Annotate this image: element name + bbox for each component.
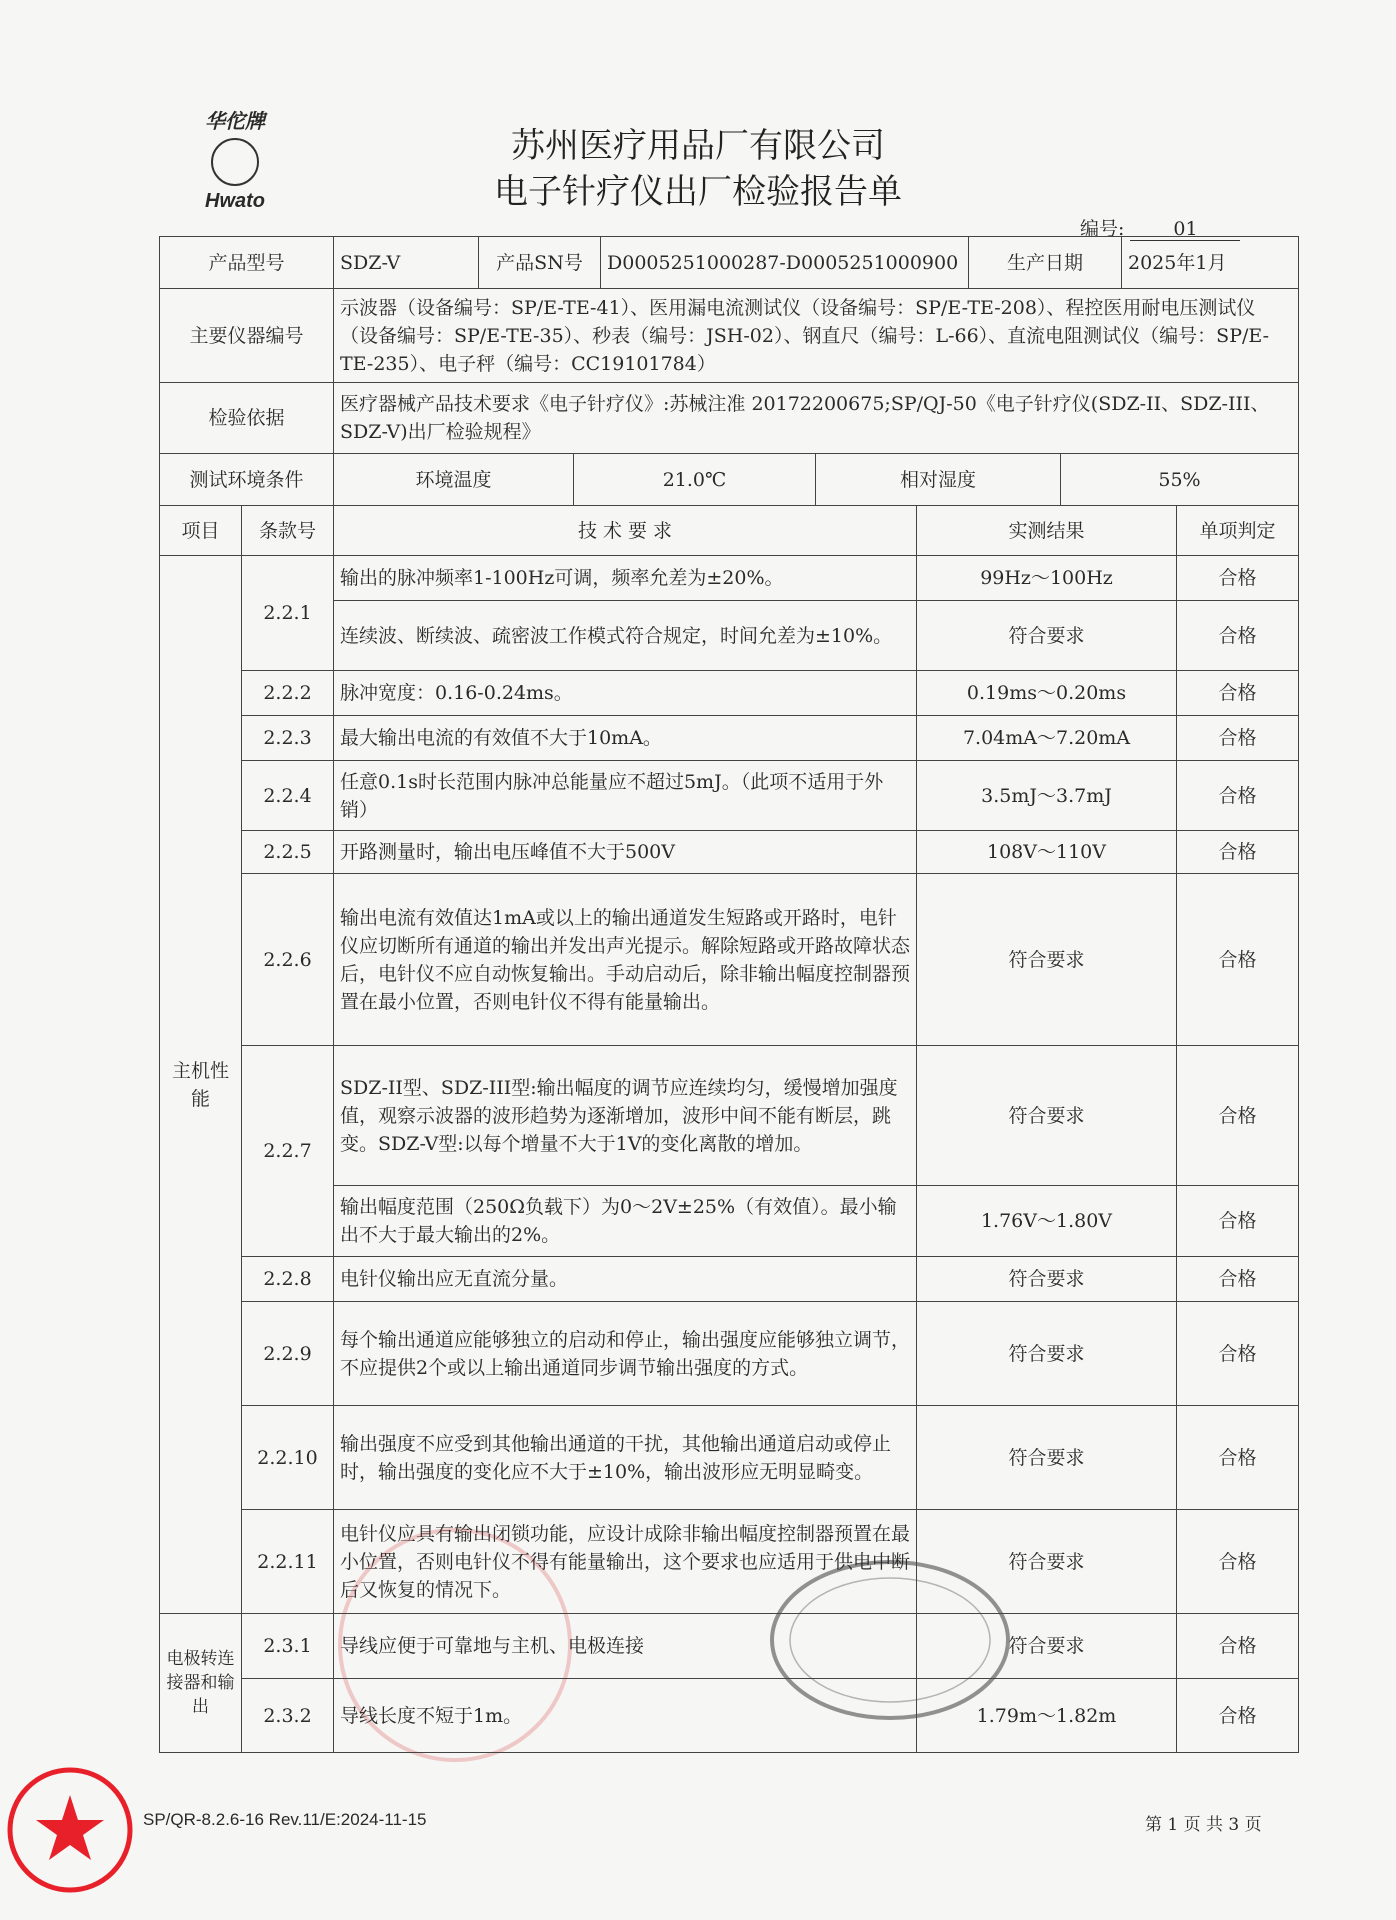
report-title: 电子针疗仪出厂检验报告单: [494, 172, 902, 212]
product-info-table: 产品型号 SDZ-V 产品SN号 D0005251000287-D0005251000900 生产日期 2025年1月 主要仪器编号 示波器（设备编号：SP/E-TE-41）、医用漏电流测试仪（设备编号：SP/E-TE-208）、程控医用耐电压测试仪（设备编号：SP/E-TE-35）、秒表（编号：JSH-02）、钢直尺（编号：L-66）、直流电阻测试仪（编号：SP/E-TE-235）、电子秤（编号：CC19101784） 检验依据 医疗器械产品技术要求《电子针疗仪》:苏械注准 20172200675;SP/QJ-50《电子针疗仪(SDZ-II、SDZ-III、SDZ-V)出厂检验规程》: [159, 236, 1299, 454]
judgement-cell: 合格: [1177, 1257, 1299, 1302]
clause-cell: 2.2.9: [242, 1302, 334, 1406]
result-cell: 3.5mJ～3.7mJ: [917, 761, 1177, 831]
group-lead: 电极转连接器和输出: [160, 1614, 242, 1753]
result-cell: 符合要求: [917, 1614, 1177, 1679]
page-number: 第 1 页 共 3 页: [1145, 1815, 1262, 1835]
result-cell: 1.76V～1.80V: [917, 1186, 1177, 1257]
judgement-cell: 合格: [1177, 716, 1299, 761]
table-row: [160, 831, 1299, 874]
judgement-cell: 合格: [1177, 1614, 1299, 1679]
result-cell: 符合要求: [917, 1510, 1177, 1614]
clause-cell: 2.2.7: [242, 1046, 334, 1257]
company-name: 苏州医疗用品厂有限公司: [511, 126, 885, 166]
judgement-cell: 合格: [1177, 874, 1299, 1046]
table-row: [160, 716, 1299, 761]
requirement-cell: 连续波、断续波、疏密波工作模式符合规定，时间允差为±10%。: [334, 601, 917, 671]
requirement-cell: 输出的脉冲频率1-100Hz可调，频率允差为±20%。: [334, 556, 917, 601]
requirement-cell: 电针仪输出应无直流分量。: [334, 1257, 917, 1302]
judgement-cell: 合格: [1177, 1302, 1299, 1406]
result-cell: 符合要求: [917, 1302, 1177, 1406]
judgement-cell: 合格: [1177, 1510, 1299, 1614]
table-row: [160, 761, 1299, 831]
clause-cell: 2.3.1: [242, 1614, 334, 1679]
logo: 华佗牌 Hwato: [205, 109, 265, 212]
requirement-cell: 脉冲宽度：0.16-0.24ms。: [334, 671, 917, 716]
table-row: [160, 1406, 1299, 1510]
requirement-cell: 输出强度不应受到其他输出通道的干扰，其他输出通道启动或停止时，输出强度的变化应不大于±10%，输出波形应无明显畸变。: [334, 1406, 917, 1510]
requirement-cell: 开路测量时，输出电压峰值不大于500V: [334, 831, 917, 874]
table-row: [160, 874, 1299, 1046]
requirement-cell: 任意0.1s时长范围内脉冲总能量应不超过5mJ。（此项不适用于外销）: [334, 761, 917, 831]
requirement-cell: 输出幅度范围（250Ω负载下）为0～2V±25%（有效值）。最小输出不大于最大输出的2%。: [334, 1186, 917, 1257]
judgement-cell: 合格: [1177, 1679, 1299, 1753]
clause-cell: 2.2.6: [242, 874, 334, 1046]
judgement-cell: 合格: [1177, 601, 1299, 671]
clause-cell: 2.2.5: [242, 831, 334, 874]
requirement-cell: 每个输出通道应能够独立的启动和停止，输出强度应能够独立调节，不应提供2个或以上输出通道同步调节输出强度的方式。: [334, 1302, 917, 1406]
clause-cell: 2.2.10: [242, 1406, 334, 1510]
clause-cell: 2.2.1: [242, 556, 334, 671]
table-row: [160, 556, 1299, 601]
result-cell: 符合要求: [917, 1257, 1177, 1302]
result-cell: 108V～110V: [917, 831, 1177, 874]
judgement-cell: 合格: [1177, 1406, 1299, 1510]
judgement-cell: 合格: [1177, 556, 1299, 601]
result-cell: 1.79m～1.82m: [917, 1679, 1177, 1753]
result-cell: 符合要求: [917, 601, 1177, 671]
table-row: [160, 1679, 1299, 1753]
judgement-cell: 合格: [1177, 1046, 1299, 1186]
table-row: [160, 1302, 1299, 1406]
clause-cell: 2.2.4: [242, 761, 334, 831]
requirement-cell: 导线长度不短于1m。: [334, 1679, 917, 1753]
table-row: [160, 1510, 1299, 1614]
clause-cell: 2.3.2: [242, 1679, 334, 1753]
judgement-cell: 合格: [1177, 1186, 1299, 1257]
group-main: 主机性能: [160, 556, 242, 1614]
result-cell: 7.04mA～7.20mA: [917, 716, 1177, 761]
environment-table: 测试环境条件 环境温度 21.0℃ 相对湿度 55%: [159, 453, 1299, 506]
clause-cell: 2.2.2: [242, 671, 334, 716]
result-cell: 99Hz～100Hz: [917, 556, 1177, 601]
form-code: SP/QR-8.2.6-16 Rev.11/E:2024-11-15: [143, 1810, 427, 1829]
requirement-cell: 电针仪应具有输出闭锁功能，应设计成除非输出幅度控制器预置在最小位置，否则电针仪不得有能量输出，这个要求也应适用于供电中断后又恢复的情况下。: [334, 1510, 917, 1614]
result-cell: 符合要求: [917, 874, 1177, 1046]
requirement-cell: 输出电流有效值达1mA或以上的输出通道发生短路或开路时，电针仪应切断所有通道的输出并发出声光提示。解除短路或开路故障状态后，电针仪不应自动恢复输出。手动启动后，除非输出幅度控制器预置在最小位置，否则电针仪不得有能量输出。: [334, 874, 917, 1046]
table-row: [160, 1614, 1299, 1679]
quality-management-stamp: [5, 1765, 135, 1895]
clause-cell: 2.2.3: [242, 716, 334, 761]
table-row: [160, 1257, 1299, 1302]
clause-cell: 2.2.11: [242, 1510, 334, 1614]
judgement-cell: 合格: [1177, 831, 1299, 874]
serial-number: 编号: 01: [1080, 214, 1240, 241]
inspection-table: 项目 条款号 技 术 要 求 实测结果 单项判定 主机性能 2.2.1 输出的脉冲频率1-100Hz可调，频率允差为±20%。 99Hz～100Hz 合格 连续波、断续波、疏密波工作模式符合规定，时间允差为±10%。 符合要求 合格 2.2.2 脉冲宽度：0.16-0.24ms。 0.19ms～0.20ms 合格 2.2.3 最大输出电流的有效值不大于10mA。 7.04mA～7.20mA 合格 2.2.4 任意0.1s时长范围内脉冲总能量应不超过5mJ。（此项不适用于外销） 3.5mJ～3.7mJ 合格 2.2.5 开路测量时，输出电压峰值不大于500V 108V～110V 合格 2.2.6 输出电流有效值达1mA或以上的输出通道发生短路或开路时，电针仪应切断所有通道的输出并发出声光提示。解除短路或开路故障状态后，电针仪不应自动恢复输出。手动启动后，除非输出幅度控制器预置在最小位置，否则电针仪不得有能量输出。 符合要求 合格 2.2.7 SDZ-II型、SDZ-III型:输出幅度的调节应连续均匀，缓慢增加强度值，观察示波器的波形趋势为逐渐增加，波形中间不能有断层，跳变。SDZ-V型:以每个增量不大于1V的变化离散的增加。 符合要求 合格 输出幅度范围（250Ω负载下）为0～2V±25%（有效值）。最小输出不大于最大输出的2%。 1.76V～1.80V 合格 2.2.8 电针仪输出应无直流分量。 符合要求 合格 2.2.9 每个输出通道应能够独立的启动和停止，输出强度应能够独立调节，不应提供2个或以上输出通道同步调节输出强度的方式。 符合要求 合格 2.2.10 输出强度不应受到其他输出通道的干扰，其他输出通道启动或停止时，输出强度的变化应不大于±10%，输出波形应无明显畸变。 符合要求 合格 2.2.11 电针仪应具有输出闭锁功能，应设计成除非输出幅度控制器预置在最小位置，否则电针仪不得有能量输出，这个要求也应适用于供电中断后又恢复的情况下。 符合要求 合格 电极转连接器和输出 2.3.1 导线应便于可靠地与主机、电极连接 符合要求 合格 2.3.2 导线长度不短于1m。 1.79m～1.82m 合格: [159, 505, 1299, 1753]
requirement-cell: SDZ-II型、SDZ-III型:输出幅度的调节应连续均匀，缓慢增加强度值，观察示波器的波形趋势为逐渐增加，波形中间不能有断层，跳变。SDZ-V型:以每个增量不大于1V的变化离散的增加。: [334, 1046, 917, 1186]
requirement-cell: 导线应便于可靠地与主机、电极连接: [334, 1614, 917, 1679]
result-cell: 符合要求: [917, 1046, 1177, 1186]
result-cell: 0.19ms～0.20ms: [917, 671, 1177, 716]
judgement-cell: 合格: [1177, 761, 1299, 831]
table-row: [160, 1046, 1299, 1186]
table-row: [160, 671, 1299, 716]
clause-cell: 2.2.8: [242, 1257, 334, 1302]
requirement-cell: 最大输出电流的有效值不大于10mA。: [334, 716, 917, 761]
judgement-cell: 合格: [1177, 671, 1299, 716]
result-cell: 符合要求: [917, 1406, 1177, 1510]
